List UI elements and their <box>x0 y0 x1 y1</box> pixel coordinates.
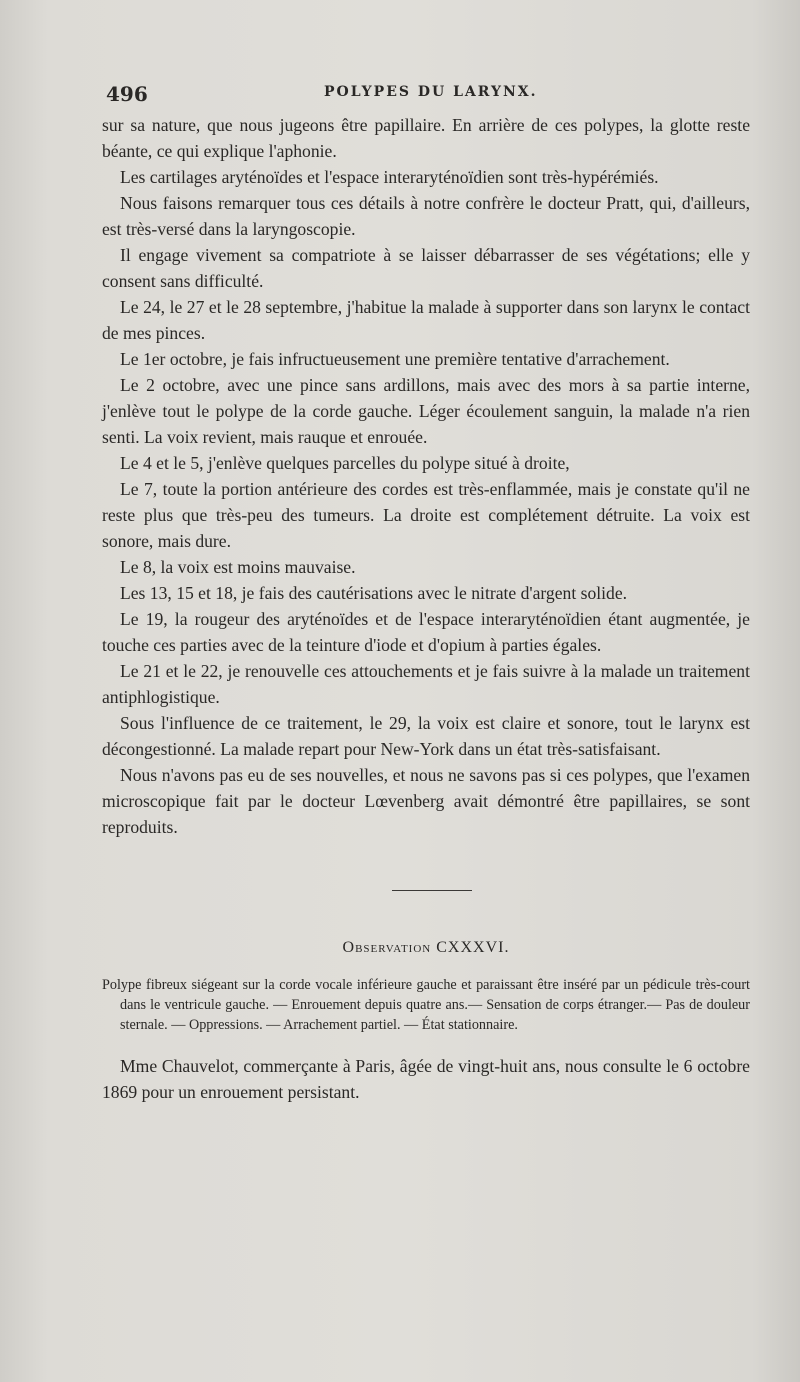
paragraph: Le 24, le 27 et le 28 septembre, j'habitue la malade à supporter dans son larynx le contact de mes pinces. <box>102 297 750 343</box>
page-number: 496 <box>106 82 148 106</box>
paragraph: Le 2 octobre, avec une pince sans ardillons, mais avec des mors à sa partie interne, j'enlève tout le polype de la corde gauche. Léger écoulement sanguin, la malade n'a rien senti. La voix revient, mais rauque et enrouée. <box>102 375 750 447</box>
paragraph: Le 21 et le 22, je renouvelle ces attouchements et je fais suivre à la malade un traitement antiphlogistique. <box>102 661 750 707</box>
paragraph: Nous faisons remarquer tous ces détails à notre confrère le docteur Pratt, qui, d'ailleurs, est très-versé dans la laryngoscopie. <box>102 193 750 239</box>
observation-body <box>102 1053 750 1105</box>
paragraph: Nous n'avons pas eu de ses nouvelles, et nous ne savons pas si ces polypes, que l'examen microscopique fait par le docteur Lœvenberg avait démontré être papillaires, se sont reproduits. <box>102 765 750 837</box>
paragraph: Le 7, toute la portion antérieure des cordes est très-enflammée, mais je constate qu'il ne reste plus que très-peu des tumeurs. La droite est complétement détruite. La voix est sonore, mais dure. <box>102 479 750 551</box>
running-title: POLYPES DU LARYNX. <box>324 84 538 100</box>
section-divider <box>392 890 472 891</box>
running-header <box>102 78 750 112</box>
paragraph: sur sa nature, que nous jugeons être papillaire. En arrière de ces polypes, la glotte reste béante, ce qui explique l'aphonie. <box>102 115 750 161</box>
page-content <box>102 78 750 1105</box>
paragraph: Mme Chauvelot, commerçante à Paris, âgée de vingt-huit ans, nous consulte le 6 octobre 1869 pour un enrouement persistant. <box>102 1056 750 1102</box>
paragraph: Le 8, la voix est moins mauvaise. <box>120 557 356 577</box>
paragraph: Le 19, la rougeur des aryténoïdes et de l'espace interaryténoïdien étant augmentée, je touche ces parties avec de la teinture d'iode et d'opium à parties égales. <box>102 609 750 655</box>
paragraph: Le 1er octobre, je fais infructueusement une première tentative d'arrachement. <box>120 349 670 369</box>
paragraph: Sous l'influence de ce traitement, le 29, la voix est claire et sonore, tout le larynx est décongestionné. La malade repart pour New-York dans un état très-satisfaisant. <box>102 713 750 759</box>
paragraph: Les cartilages aryténoïdes et l'espace interaryténoïdien sont très-hypérémiés. <box>120 167 659 187</box>
paragraph: Il engage vivement sa compatriote à se laisser débarrasser de ses végétations; elle y consent sans difficulté. <box>102 245 750 291</box>
paragraph: Le 4 et le 5, j'enlève quelques parcelles du polype situé à droite, <box>120 453 570 473</box>
paragraph: Les 13, 15 et 18, je fais des cautérisations avec le nitrate d'argent solide. <box>120 583 628 603</box>
observation-title: Observation CXXXVI. <box>342 939 510 956</box>
body-text <box>102 112 750 840</box>
observation-summary: Polype fibreux siégeant sur la corde vocale inférieure gauche et paraissant être inséré par un pédicule très-court dans le ventricule gauche. — Enrouement depuis quatre ans.— Sensation de corps étranger.— Pas de douleur sternale. — Oppressions. — Arrachement partiel. — État stationnaire. <box>102 977 750 1033</box>
